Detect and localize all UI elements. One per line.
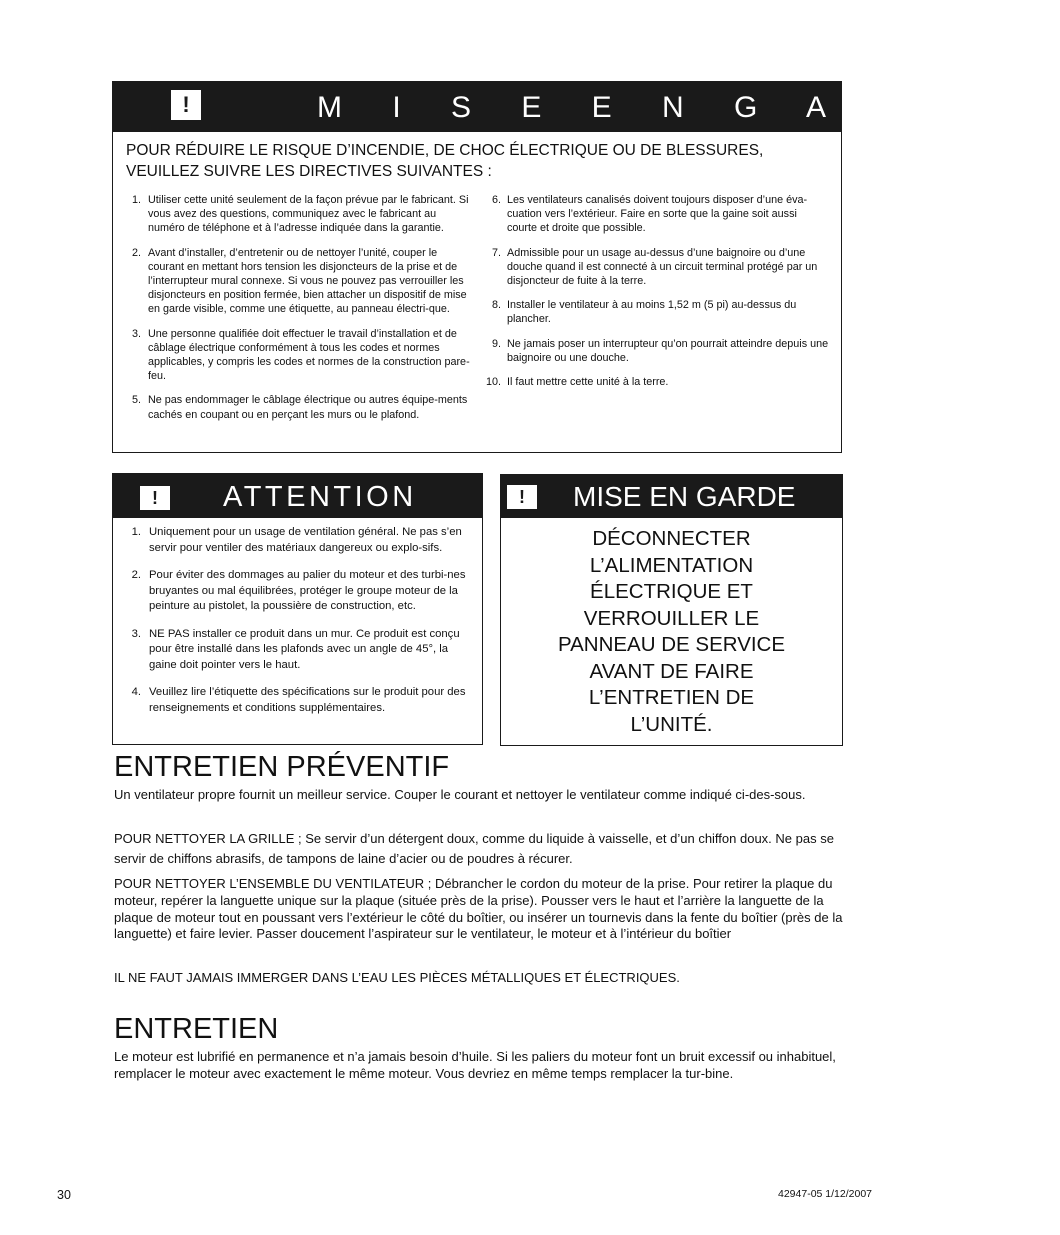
exclamation-icon: ! (140, 486, 170, 510)
list-item: 2. Avant d’installer, d’entretenir ou de nettoyer l’unité, couper le courant en mettant hors tension les disjoncteurs de la prise et de l’interrupteur mural connexe. Si vous ne pouvez pas verrouiller les disjoncteurs en position fermée, bien attacher un dispositif de mise en garde visible, comme une étiquette, au panneau électri-que. (131, 246, 467, 316)
list-item: 3. NE PAS installer ce produit dans un mur. Ce produit est conçu pour être installé dans les plafonds avec un angle de 45°, la gaine doit pointer vers le haut. (131, 627, 460, 671)
list-item: 8. Installer le ventilateur à au moins 1,52 m (5 pi) au-dessus du plancher. (491, 299, 797, 326)
warning-list-left (121, 193, 471, 432)
garde-body: DÉCONNECTER L’ALIMENTATION ÉLECTRIQUE ET VERROUILLER LE PANNEAU DE SERVICE AVANT DE FAIRE L’ENTRETIEN DE L’UNITÉ. (557, 527, 786, 736)
paragraph: IL NE FAUT JAMAIS IMMERGER DANS L’EAU LES PIÈCES MÉTALLIQUES ET ÉLECTRIQUES. (114, 970, 680, 985)
list-item: 9. Ne jamais poser un interrupteur qu’on pourrait atteindre depuis une baignoire ou une douche. (491, 337, 829, 364)
warning-list-right (481, 193, 829, 399)
warning-title: M I S E E N G A R D E (317, 91, 1060, 124)
garde-title: MISE EN GARDE (573, 481, 796, 512)
list-item: 10. Il faut mettre cette unité à la terre. (485, 376, 669, 389)
section-heading-preventif: ENTRETIEN PRÉVENTIF (114, 751, 450, 783)
attention-title: ATTENTION (223, 481, 417, 513)
garde-banner (501, 475, 842, 518)
garde-box (500, 474, 843, 746)
paragraph: Un ventilateur propre fournit un meilleur service. Couper le courant et nettoyer le ventilateur comme indiqué ci-des-sous. (114, 787, 806, 802)
section-heading-entretien: ENTRETIEN (114, 1013, 279, 1045)
exclamation-icon: ! (507, 485, 537, 509)
list-item: 3. Une personne qualifiée doit effectuer le travail d’installation et de câblage électrique conformément à tous les codes et normes applicables, y compris les codes et normes de la construction pare-feu. (131, 327, 470, 383)
attention-list (121, 525, 473, 728)
list-item: 7. Admissible pour un usage au-dessus d’une baignoire ou d’une douche quand il est connecté à un circuit terminal protégé par un disjoncteur de fuite à la terre. (491, 246, 818, 288)
attention-box (112, 473, 483, 745)
document-code: 42947-05 1/12/2007 (778, 1188, 873, 1200)
list-item: 6. Les ventilateurs canalisés doivent toujours disposer d’une éva-cuation vers l’extérieur. Faire en sorte que la gaine soit aussi courte et droite que possible. (491, 194, 808, 235)
list-item: 1. Utiliser cette unité seulement de la façon prévue par le fabricant. Si vous avez des questions, communiquez avec le fabricant au numéro de téléphone et à l’adresse indiquée dans la garantie. (131, 194, 469, 235)
list-item: 2. Pour éviter des dommages au palier du moteur et des turbi-nes bruyantes ou mal équilibrées, protéger le groupe moteur de la peinture au pistolet, la poussière de construction, etc. (131, 569, 466, 612)
exclamation-icon: ! (171, 90, 201, 120)
list-item: 1. Uniquement pour un usage de ventilation général. Ne pas s’en servir pour ventiler des matériaux dangereux ou explo-sifs. (131, 526, 462, 554)
warning-intro: POUR RÉDUIRE LE RISQUE D’INCENDIE, DE CHOC ÉLECTRIQUE OU DE BLESSURES, VEUILLEZ SUIVRE LES DIRECTIVES SUIVANTES : (126, 142, 764, 180)
paragraph: POUR NETTOYER L’ENSEMBLE DU VENTILATEUR ; Débrancher le cordon du moteur de la prise. Pour retirer la plaque du moteur, repérer la languette unique sur la plaque (située près de la prise). Pousser vers le haut et l’arrière la languette de la plaque de moteur tout en poussant vers l’extérieur le côté du boîtier, ou insérer un tournevis dans la fente du boîtier (près de la languette) et faire levier. Passer doucement l’aspirateur sur le ventilateur, le moteur et à l’intérieur du boîtier (114, 876, 843, 942)
paragraph: Le moteur est lubrifié en permanence et n’a jamais besoin d’huile. Si les paliers du moteur font un bruit excessif ou inhabituel, remplacer le moteur avec exactement le même moteur. Vous devriez en même temps remplacer la tur-bine. (114, 1049, 836, 1081)
warning-banner (113, 82, 1060, 132)
list-item: 4. Veuillez lire l’étiquette des spécifications sur le produit pour des renseignements et conditions supplémentaires. (131, 686, 466, 714)
page-number: 30 (57, 1188, 71, 1202)
list-item: 5. Ne pas endommager le câblage électrique ou autres équipe-ments cachés en coupant ou en perçant les murs ou le plafond. (131, 394, 468, 421)
attention-banner (113, 474, 482, 518)
warning-box (112, 81, 1060, 453)
paragraph: POUR NETTOYER LA GRILLE ; Se servir d’un détergent doux, comme du liquide à vaisselle, et d’un chiffon doux. Ne pas se servir de chiffons abrasifs, de tampons de laine d’acier ou de poudres à récurer. (114, 831, 834, 866)
